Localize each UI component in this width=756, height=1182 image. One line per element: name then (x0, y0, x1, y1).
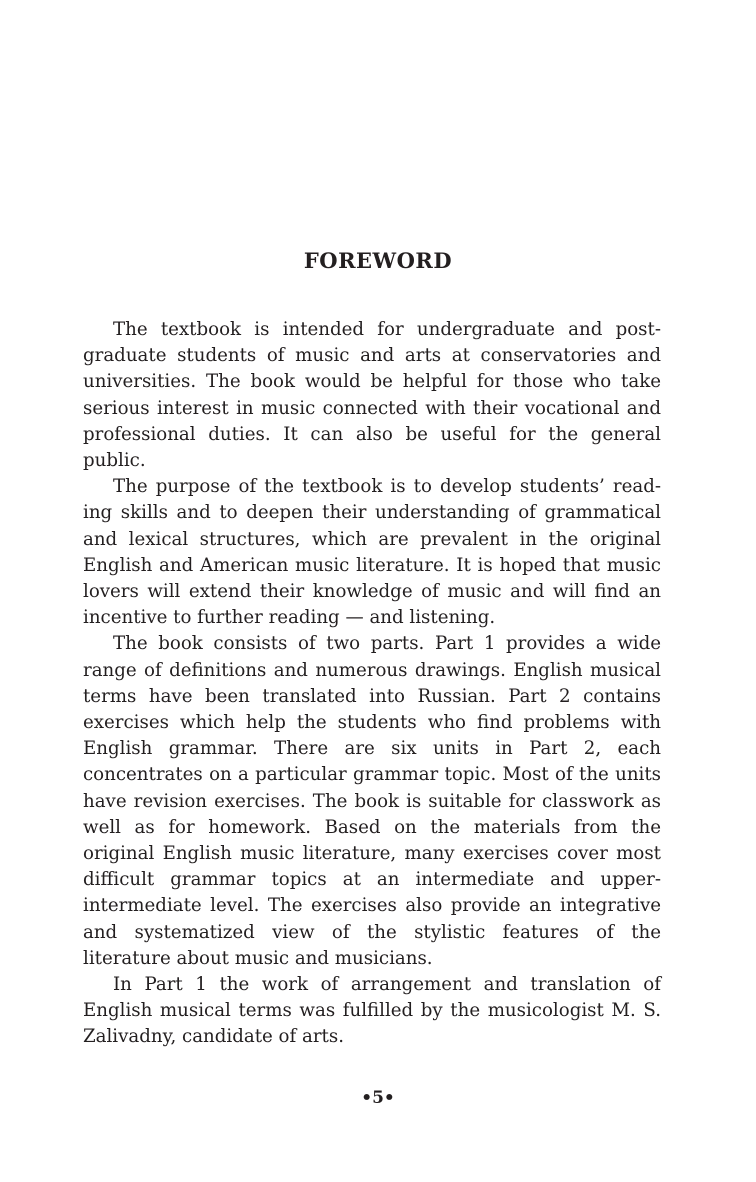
page-number: •5• (361, 1088, 395, 1108)
paragraph-intro: The textbook is intended for undergraduate and postgraduate students of music and arts at conservatories and universities. The book would be helpful for those who take serious interest in music connected with their vocational and professional duties. It can also be useful for the general public. (83, 319, 661, 472)
foreword-body (83, 317, 661, 1051)
paragraph-structure: The book consists of two parts. Part 1 provides a wide range of definitions and numerous drawings. English musical terms have been translated into Russian. Part 2 contains exercises which help the students who find problems with English grammar. There are six units in Part 2, each concentrates on a particular grammar topic. Most of the units have revision exercises. The book is suitable for classwork as well as for homework. Based on the materials from the original English music literature, many exercises cover most difficult grammar topics at an intermediate and upper-intermediate level. The exercises also provide an integrative and systematized view of the stylistic features of the literature about music and musicians. (83, 633, 661, 969)
paragraph-credits: In Part 1 the work of arrangement and translation of English musical terms was fulfilled by the musicologist M. S. Zalivadny, candidate of arts. (83, 974, 661, 1048)
paragraph-purpose: The purpose of the textbook is to develop students’ reading skills and to deepen their understanding of grammatical and lexical structures, which are prevalent in the original English and American music literature. It is hoped that music lovers will extend their knowledge of music and will find an incentive to further reading — and listening. (83, 476, 661, 629)
page-title: FOREWORD (303, 248, 453, 274)
